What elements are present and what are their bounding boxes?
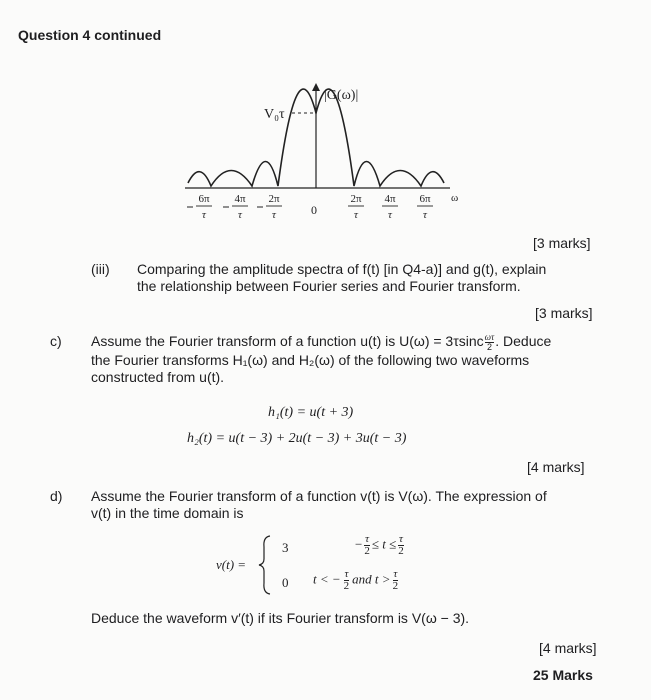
- tick-numerator: 2π: [268, 193, 280, 205]
- equation-h2: h₂(t) = u(t − 3) + 2u(t − 3) + 3u(t − 3): [187, 431, 407, 446]
- tick-label-pos-6π: [417, 193, 433, 221]
- tick-label-neg-2π: [257, 193, 282, 221]
- tick-denominator: τ: [354, 209, 358, 221]
- part-d-text-line3: Deduce the waveform v′(t) if its Fourier transform is V(ω − 3).: [91, 610, 470, 626]
- part-d-text-line1: Assume the Fourier transform of a function v(t) is V(ω). The expression of: [91, 488, 547, 504]
- amplitude-spectrum-figure: [180, 75, 470, 235]
- omega-axis-label: ω: [451, 192, 459, 204]
- tick-denominator: τ: [423, 209, 427, 221]
- tick-label-neg-6π: [187, 193, 212, 221]
- tick-label-pos-4π: [382, 193, 398, 221]
- section-heading: Question 4 continued: [18, 27, 162, 43]
- tick-numerator: 6π: [198, 193, 210, 205]
- tick-numerator: 4π: [234, 193, 246, 205]
- part-c-text-line2: the Fourier transforms H₁(ω) and H₂(ω) of the following two waveforms: [91, 352, 530, 368]
- case2-value: 0: [282, 575, 289, 590]
- tick-denominator: τ: [272, 209, 276, 221]
- piecewise-brace: [258, 533, 276, 597]
- tick-denominator: τ: [238, 209, 242, 221]
- tick-numerator: 2π: [350, 193, 362, 205]
- tick-denominator: τ: [388, 209, 392, 221]
- part-iii-text-line1: Comparing the amplitude spectra of f(t) [in Q4-a)] and g(t), explain: [137, 261, 547, 277]
- tick-numerator: 4π: [384, 193, 396, 205]
- axis-arrow-icon: [312, 83, 320, 91]
- marks-label: [3 marks]: [533, 235, 591, 251]
- equation-h1: h₁(t) = u(t + 3): [268, 405, 354, 420]
- part-c-text-line3: constructed from u(t).: [91, 369, 225, 385]
- piecewise-lhs: v(t) =: [216, 557, 247, 572]
- tick-label-pos-2π: [348, 193, 364, 221]
- sinc-argument-fraction: $\frac{\omega\tau}{2}$: [484, 332, 495, 352]
- marks-label: [4 marks]: [539, 640, 597, 656]
- part-c-label: c): [50, 333, 62, 349]
- tick-label-neg-4π: [223, 193, 248, 221]
- amplitude-label: V₀τ: [264, 107, 285, 122]
- part-iii-text-line2: the relationship between Fourier series and Fourier transform.: [137, 278, 521, 294]
- marks-label: [3 marks]: [535, 305, 593, 321]
- tick-labels: [187, 193, 433, 221]
- part-d-text-line2: v(t) in the time domain is: [91, 505, 244, 521]
- case2-condition: t < − $\frac{\tau}{2}$ and t > $\frac{\tau}{2}$: [313, 568, 399, 592]
- total-marks: 25 Marks: [533, 667, 593, 683]
- tick-numerator: 6π: [419, 193, 431, 205]
- part-c-text-line1: Assume the Fourier transform of a function u(t) is U(ω) = 3τsinc $\frac{\omega\tau}{2}$ . Deduce: [91, 332, 552, 352]
- tick-denominator: τ: [202, 209, 206, 221]
- part-iii-label: (iii): [91, 261, 110, 277]
- origin-label: 0: [311, 203, 317, 217]
- figure-title: |G(ω)|: [324, 88, 359, 103]
- case1-condition: − $\frac{\tau}{2}$ ≤ t ≤ $\frac{\tau}{2}$: [355, 533, 404, 557]
- case1-value: 3: [282, 540, 289, 555]
- marks-label: [4 marks]: [527, 459, 585, 475]
- part-d-label: d): [50, 488, 63, 504]
